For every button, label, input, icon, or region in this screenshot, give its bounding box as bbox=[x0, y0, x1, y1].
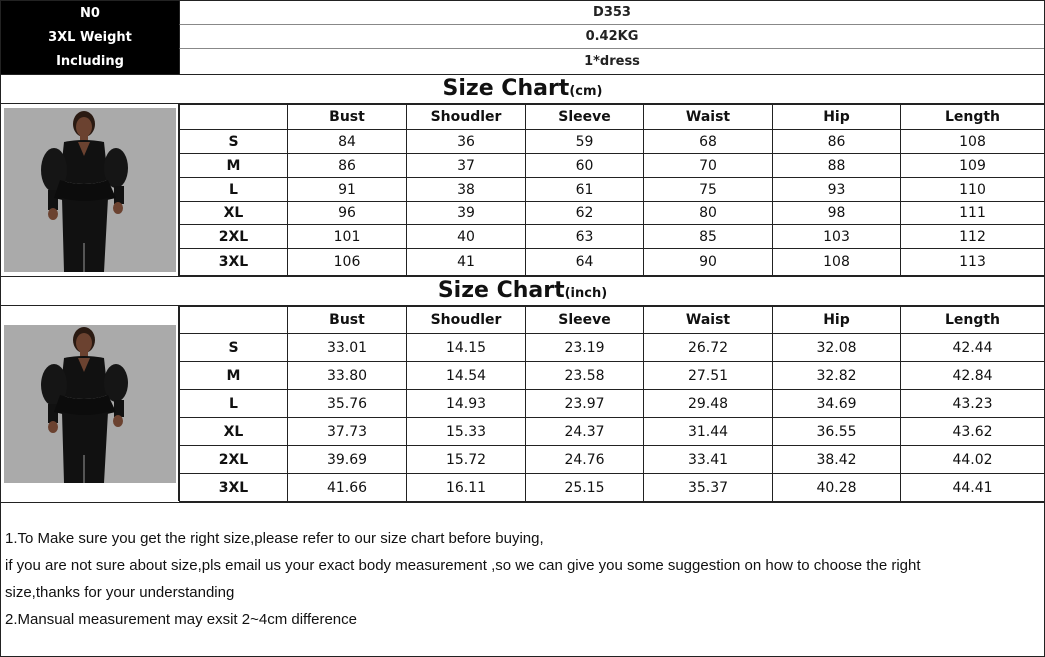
value-cell: 15.33 bbox=[407, 418, 526, 446]
value-cell: 60 bbox=[526, 154, 644, 178]
value-cell: 85 bbox=[644, 225, 773, 249]
size-cell: M bbox=[180, 154, 288, 178]
product-photo-inch bbox=[1, 306, 179, 501]
value-cell: 75 bbox=[644, 178, 773, 202]
value-cell: 37 bbox=[407, 154, 526, 178]
value-cell: 108 bbox=[773, 249, 901, 276]
value-cell: 96 bbox=[288, 202, 407, 225]
size-cell: L bbox=[180, 390, 288, 418]
info-value: 0.42KG bbox=[179, 25, 1044, 49]
table-row bbox=[180, 130, 1045, 154]
value-cell: 26.72 bbox=[644, 334, 773, 362]
value-cell: 84 bbox=[288, 130, 407, 154]
value-cell: 27.51 bbox=[644, 362, 773, 390]
value-cell: 42.44 bbox=[901, 334, 1045, 362]
table-row bbox=[180, 390, 1045, 418]
value-cell: 112 bbox=[901, 225, 1045, 249]
value-cell: 44.41 bbox=[901, 474, 1045, 502]
size-table-inch bbox=[179, 306, 1045, 502]
value-cell: 91 bbox=[288, 178, 407, 202]
value-cell: 36.55 bbox=[773, 418, 901, 446]
value-cell: 33.80 bbox=[288, 362, 407, 390]
header-cell: Sleeve bbox=[526, 307, 644, 334]
header-cell: Waist bbox=[644, 105, 773, 130]
value-cell: 14.15 bbox=[407, 334, 526, 362]
chart-title-text: Size Chart bbox=[437, 278, 565, 303]
chart-unit: (cm) bbox=[569, 84, 603, 99]
size-cell: 2XL bbox=[180, 225, 288, 249]
value-cell: 61 bbox=[526, 178, 644, 202]
header-cell: Length bbox=[901, 307, 1045, 334]
table-row bbox=[180, 474, 1045, 502]
info-row-including bbox=[1, 49, 1044, 74]
table-row bbox=[180, 446, 1045, 474]
value-cell: 43.62 bbox=[901, 418, 1045, 446]
product-photo-cm bbox=[1, 104, 179, 276]
header-cell bbox=[180, 105, 288, 130]
table-row bbox=[180, 334, 1045, 362]
value-cell: 35.76 bbox=[288, 390, 407, 418]
value-cell: 109 bbox=[901, 154, 1045, 178]
value-cell: 93 bbox=[773, 178, 901, 202]
value-cell: 24.76 bbox=[526, 446, 644, 474]
chart-title-text: Size Chart bbox=[442, 76, 570, 101]
size-cell: L bbox=[180, 178, 288, 202]
value-cell: 101 bbox=[288, 225, 407, 249]
value-cell: 41 bbox=[407, 249, 526, 276]
value-cell: 25.15 bbox=[526, 474, 644, 502]
table-row bbox=[180, 178, 1045, 202]
size-cell: S bbox=[180, 334, 288, 362]
value-cell: 32.08 bbox=[773, 334, 901, 362]
value-cell: 40 bbox=[407, 225, 526, 249]
header-cell: Sleeve bbox=[526, 105, 644, 130]
header-cell bbox=[180, 307, 288, 334]
value-cell: 16.11 bbox=[407, 474, 526, 502]
size-cell: M bbox=[180, 362, 288, 390]
value-cell: 111 bbox=[901, 202, 1045, 225]
value-cell: 39 bbox=[407, 202, 526, 225]
header-cell: Length bbox=[901, 105, 1045, 130]
note-line: 2.Mansual measurement may exsit 2~4cm difference bbox=[5, 611, 357, 628]
value-cell: 32.82 bbox=[773, 362, 901, 390]
chart-unit: (inch) bbox=[564, 286, 608, 301]
table-row bbox=[180, 249, 1045, 276]
value-cell: 24.37 bbox=[526, 418, 644, 446]
value-cell: 86 bbox=[773, 130, 901, 154]
value-cell: 41.66 bbox=[288, 474, 407, 502]
table-row bbox=[180, 418, 1045, 446]
value-cell: 33.01 bbox=[288, 334, 407, 362]
value-cell: 86 bbox=[288, 154, 407, 178]
value-cell: 98 bbox=[773, 202, 901, 225]
dress-model-image bbox=[4, 325, 176, 483]
note-line: size,thanks for your understanding bbox=[5, 584, 235, 601]
size-cell: 2XL bbox=[180, 446, 288, 474]
size-cell: XL bbox=[180, 418, 288, 446]
value-cell: 23.19 bbox=[526, 334, 644, 362]
table-row bbox=[180, 362, 1045, 390]
value-cell: 33.41 bbox=[644, 446, 773, 474]
info-value: D353 bbox=[179, 1, 1044, 25]
value-cell: 108 bbox=[901, 130, 1045, 154]
value-cell: 44.02 bbox=[901, 446, 1045, 474]
value-cell: 14.93 bbox=[407, 390, 526, 418]
value-cell: 38.42 bbox=[773, 446, 901, 474]
table-row bbox=[180, 225, 1045, 249]
value-cell: 68 bbox=[644, 130, 773, 154]
table-header-row bbox=[180, 105, 1045, 130]
dress-model-image bbox=[4, 108, 176, 272]
value-cell: 113 bbox=[901, 249, 1045, 276]
value-cell: 36 bbox=[407, 130, 526, 154]
header-cell: Shoudler bbox=[407, 105, 526, 130]
size-cell: 3XL bbox=[180, 474, 288, 502]
value-cell: 70 bbox=[644, 154, 773, 178]
chart-title-cm bbox=[1, 74, 1044, 104]
info-key: 3XL Weight bbox=[1, 25, 179, 49]
value-cell: 34.69 bbox=[773, 390, 901, 418]
value-cell: 14.54 bbox=[407, 362, 526, 390]
size-cell: S bbox=[180, 130, 288, 154]
value-cell: 110 bbox=[901, 178, 1045, 202]
header-cell: Shoudler bbox=[407, 307, 526, 334]
note-line: 1.To Make sure you get the right size,please refer to our size chart before buying, bbox=[5, 530, 544, 547]
value-cell: 63 bbox=[526, 225, 644, 249]
value-cell: 62 bbox=[526, 202, 644, 225]
size-cell: XL bbox=[180, 202, 288, 225]
value-cell: 38 bbox=[407, 178, 526, 202]
table-row bbox=[180, 202, 1045, 225]
header-cell: Hip bbox=[773, 105, 901, 130]
size-notes bbox=[1, 502, 1044, 656]
header-cell: Hip bbox=[773, 307, 901, 334]
value-cell: 80 bbox=[644, 202, 773, 225]
value-cell: 29.48 bbox=[644, 390, 773, 418]
info-value: 1*dress bbox=[179, 49, 1044, 74]
info-row-weight bbox=[1, 25, 1044, 49]
value-cell: 35.37 bbox=[644, 474, 773, 502]
value-cell: 23.58 bbox=[526, 362, 644, 390]
table-row bbox=[180, 154, 1045, 178]
header-cell: Bust bbox=[288, 105, 407, 130]
value-cell: 37.73 bbox=[288, 418, 407, 446]
note-line: if you are not sure about size,pls email us your exact body measurement ,so we can give you some suggestion on how to choose the right bbox=[5, 557, 921, 574]
value-cell: 43.23 bbox=[901, 390, 1045, 418]
value-cell: 90 bbox=[644, 249, 773, 276]
info-row-number bbox=[1, 1, 1044, 25]
info-key: N0 bbox=[1, 1, 179, 25]
value-cell: 31.44 bbox=[644, 418, 773, 446]
size-table-cm bbox=[179, 104, 1045, 276]
value-cell: 40.28 bbox=[773, 474, 901, 502]
value-cell: 106 bbox=[288, 249, 407, 276]
chart-title-inch bbox=[1, 276, 1044, 306]
table-header-row bbox=[180, 307, 1045, 334]
value-cell: 23.97 bbox=[526, 390, 644, 418]
info-key: Including bbox=[1, 49, 179, 74]
header-cell: Waist bbox=[644, 307, 773, 334]
value-cell: 42.84 bbox=[901, 362, 1045, 390]
value-cell: 103 bbox=[773, 225, 901, 249]
value-cell: 15.72 bbox=[407, 446, 526, 474]
value-cell: 64 bbox=[526, 249, 644, 276]
value-cell: 88 bbox=[773, 154, 901, 178]
value-cell: 59 bbox=[526, 130, 644, 154]
value-cell: 39.69 bbox=[288, 446, 407, 474]
header-cell: Bust bbox=[288, 307, 407, 334]
size-cell: 3XL bbox=[180, 249, 288, 276]
